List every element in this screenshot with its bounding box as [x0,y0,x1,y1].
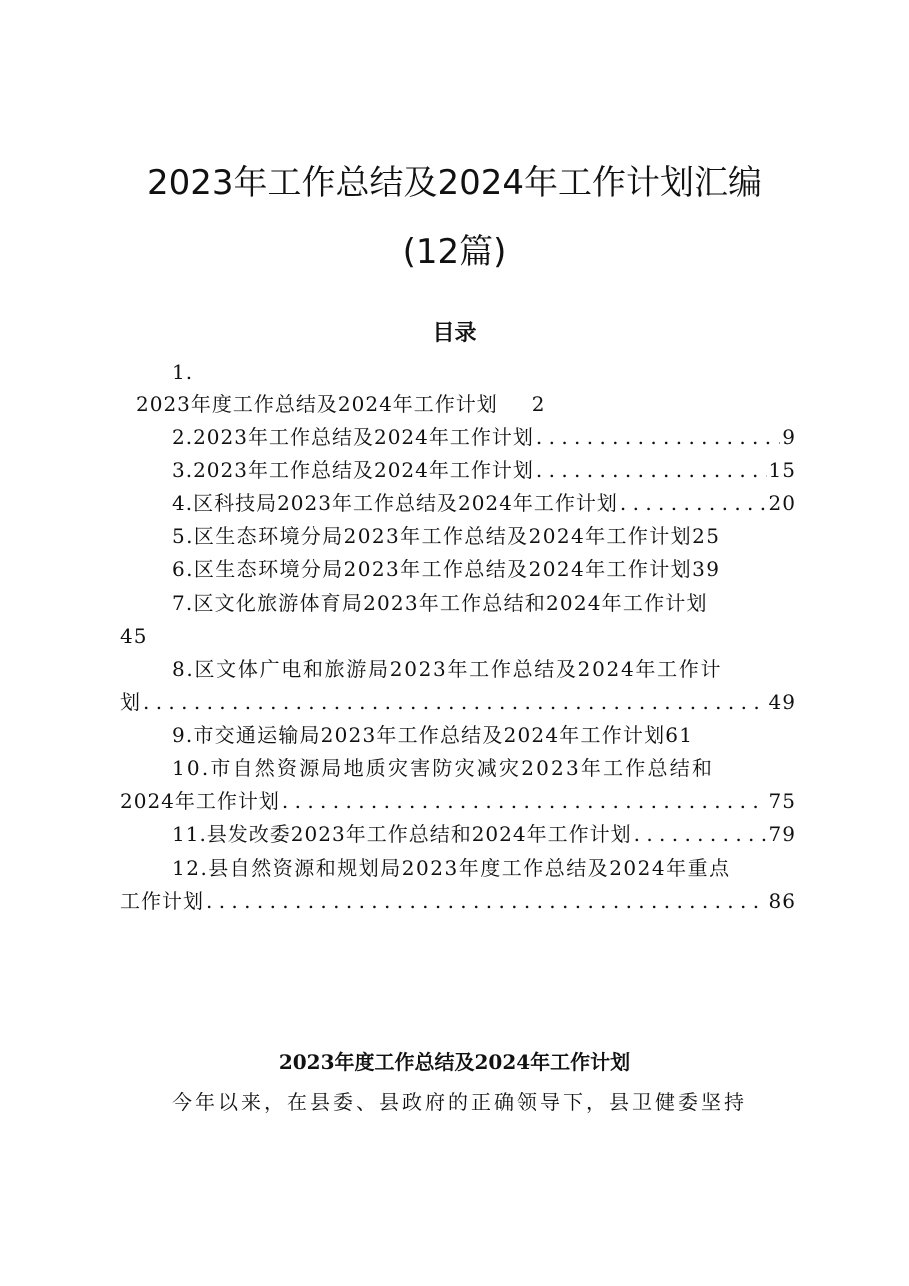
toc-entry-page: 61 [665,723,694,747]
toc-entry-page: 25 [692,524,721,548]
toc-entry-3[interactable] [172,456,796,484]
toc-entry-page: 15 [768,458,796,482]
toc-entry-text: 9.市交通运输局2023年工作总结及2024年工作计划 [172,723,666,747]
toc-entry-text: 2023年度工作总结及2024年工作计划 [136,392,498,416]
toc-entry-text: 6.区生态环境分局2023年工作总结及2024年工作计划 [172,557,693,581]
toc-entry-page: 79 [768,822,796,846]
document-title-line-1: 2023年工作总结及2024年工作计划汇编 [146,163,763,203]
toc-entry-4[interactable] [172,489,796,517]
toc-entry-1-number[interactable]: 1. [172,360,194,384]
toc-leader-dots [282,787,767,815]
toc-entry-8[interactable]: 8.区文体广电和旅游局2023年工作总结及2024年工作计 [172,657,723,681]
toc-entry-text: 5.区生态环境分局2023年工作总结及2024年工作计划 [172,524,693,548]
toc-entry-7-page[interactable]: 45 [120,624,148,648]
toc-entry-page: 39 [692,557,721,581]
document-title-line-2: (12篇) [402,232,507,272]
toc-entry-5[interactable] [172,522,720,550]
toc-entry-6[interactable] [172,555,720,583]
toc-entry-text: 工作计划 [120,889,204,913]
toc-leader-dots [620,489,767,517]
toc-entry-2[interactable] [172,423,796,451]
toc-entry-page: 49 [768,690,796,714]
toc-entry-12-continued[interactable] [120,887,796,915]
toc-leader-dots [206,887,767,915]
toc-entry-11[interactable] [172,820,796,848]
toc-entry-text: 4.区科技局2023年工作总结及2024年工作计划 [172,491,618,515]
toc-entry-8-continued[interactable] [120,688,796,716]
toc-entry-page: 9 [782,425,796,449]
toc-entry-10-continued[interactable] [120,787,796,815]
toc-leader-dots [634,820,767,848]
toc-heading: 目录 [432,320,477,346]
toc-entry-7[interactable]: 7.区文化旅游体育局2023年工作总结和2024年工作计划 [172,591,708,615]
toc-entry-text: 3.2023年工作总结及2024年工作计划 [172,458,534,482]
toc-entry-12[interactable]: 12.县自然资源和规划局2023年度工作总结及2024年重点 [172,856,731,880]
toc-entry-text: 2024年工作计划 [120,789,280,813]
toc-leader-dots [143,688,767,716]
toc-leader-dots [536,423,780,451]
toc-entry-9[interactable] [172,721,693,749]
toc-entry-page: 2 [531,392,546,416]
toc-entry-page: 75 [768,789,796,813]
toc-entry-page: 20 [768,491,796,515]
toc-entry-10[interactable]: 10.市自然资源局地质灾害防灾减灾2023年工作总结和 [172,756,715,780]
toc-entry-1[interactable] [136,390,546,418]
toc-leader-dots [536,456,767,484]
body-paragraph: 今年以来，在县委、县政府的正确领导下，县卫健委坚持 [172,1090,747,1114]
section-title: 2023年度工作总结及2024年工作计划 [278,1050,631,1074]
toc-entry-text: 划 [120,690,141,714]
toc-entry-text: 11.县发改委2023年工作总结和2024年工作计划 [172,822,632,846]
toc-entry-text: 2.2023年工作总结及2024年工作计划 [172,425,534,449]
toc-entry-page: 86 [768,889,796,913]
